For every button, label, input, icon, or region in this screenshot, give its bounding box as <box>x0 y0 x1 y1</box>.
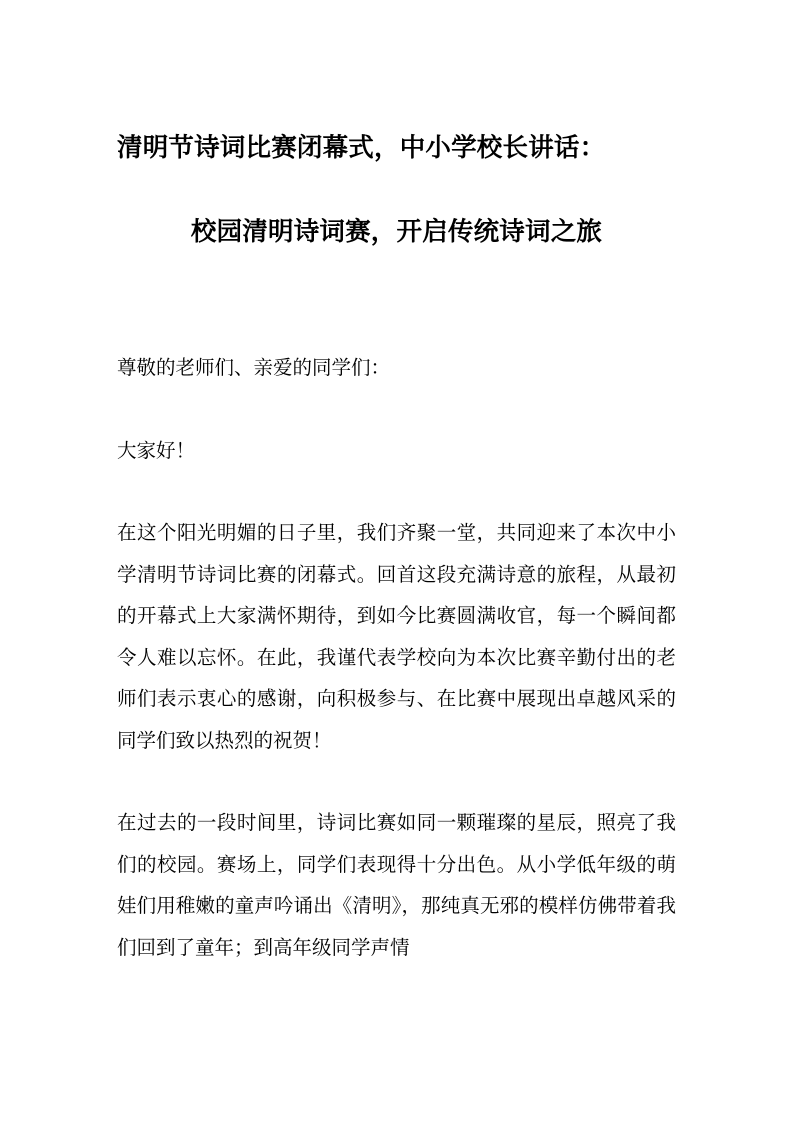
page-title: 清明节诗词比赛闭幕式，中小学校长讲话： <box>117 134 606 162</box>
body-paragraph-2: 在过去的一段时间里，诗词比赛如同一颗璀璨的星辰，照亮了我们的校园。赛场上，同学们表现得十分出色。从小学低年级的萌娃们用稚嫩的童声吟诵出《清明》，那纯真无邪的模样仿佛带着我们回到了童年；到高年级同学声情 <box>117 812 676 959</box>
page-subtitle: 校园清明诗词赛，开启传统诗词之旅 <box>190 218 603 246</box>
document-body <box>117 252 676 969</box>
greeting-line: 大家好！ <box>117 439 196 462</box>
body-paragraph-1: 在这个阳光明媚的日子里，我们齐聚一堂，共同迎来了本次中小学清明节诗词比赛的闭幕式。回首这段充满诗意的旅程，从最初的开幕式上大家满怀期待，到如今比赛圆满收官，每一个瞬间都令人难以忘怀。在此，我谨代表学校向为本次比赛辛勤付出的老师们表示衷心的感谢，向积极参与、在比赛中展现出卓越风采的同学们致以热烈的祝贺！ <box>117 522 676 752</box>
salutation-line: 尊敬的老师们、亲爱的同学们： <box>117 357 391 379</box>
